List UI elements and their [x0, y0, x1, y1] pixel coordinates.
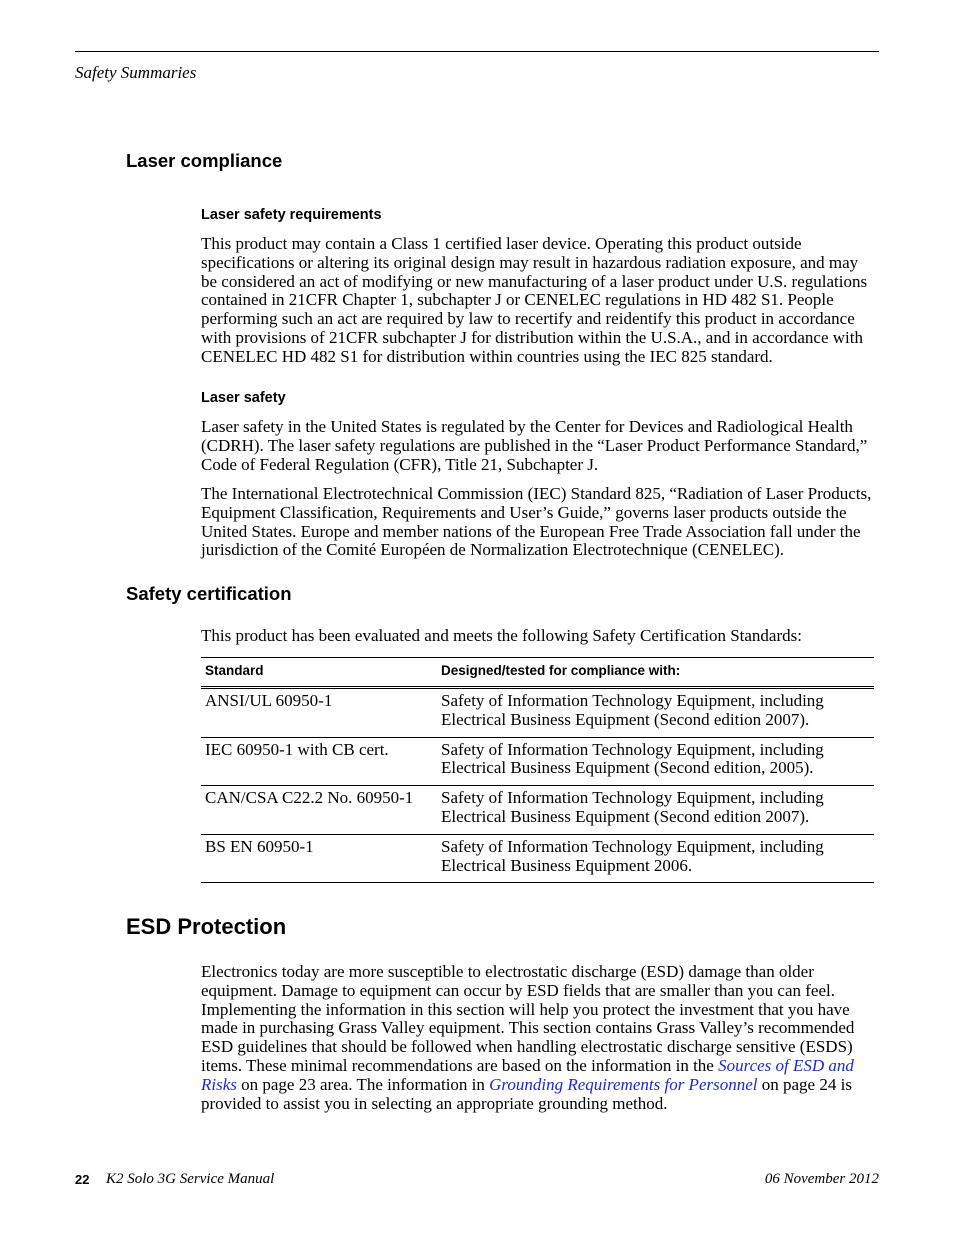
sources-of-esd-link[interactable]: Sources of ESD and Risks [201, 1055, 854, 1094]
standard-cell: ANSI/UL 60950-1 [201, 688, 437, 738]
header-rule [75, 51, 879, 52]
certification-table [201, 657, 874, 883]
table-header-row [201, 658, 874, 688]
table-row [201, 688, 874, 738]
table-row [201, 834, 874, 883]
standard-cell: BS EN 60950-1 [201, 834, 437, 883]
esd-protection-heading: ESD Protection [126, 914, 287, 939]
compliance-cell: Safety of Information Technology Equipment, including Electrical Business Equipment (Second edition 2007). [437, 786, 874, 835]
running-head: Safety Summaries [75, 63, 197, 82]
manual-title: K2 Solo 3G Service Manual [106, 1171, 275, 1187]
grounding-requirements-link[interactable]: Grounding Requirements for Personnel [489, 1074, 758, 1094]
laser-safety-paragraph-1: Laser safety in the United States is regulated by the Center for Devices and Radiological Health (CDRH). The laser safety regulations are published in the “Laser Product Performance Standard,” Code of Federal Regulation (CFR), Title 21, Subchapter J. [201, 417, 868, 474]
safety-certification-intro: This product has been evaluated and meets the following Safety Certification Standards: [201, 626, 802, 645]
compliance-cell: Safety of Information Technology Equipment, including Electrical Business Equipment (Second edition, 2005). [437, 737, 874, 786]
publication-date: 06 November 2012 [764, 1171, 879, 1187]
compliance-cell: Safety of Information Technology Equipment, including Electrical Business Equipment (Second edition 2007). [437, 688, 874, 738]
page-number: 22 [75, 1172, 90, 1187]
standard-cell: IEC 60950-1 with CB cert. [201, 737, 437, 786]
laser-safety-paragraph-2: The International Electrotechnical Commission (IEC) Standard 825, “Radiation of Laser Products, Equipment Classification, Requirements and User’s Guide,” governs laser products outside the United States. Europe and member nations of the European Free Trade Association fall under the jurisdiction of the Comité Européen de Normalization Electrotechnique (CENELEC). [201, 484, 872, 560]
column-header-compliance: Designed/tested for compliance with: [437, 658, 874, 688]
column-header-standard: Standard [201, 658, 437, 688]
table-row [201, 786, 874, 835]
table-row [201, 737, 874, 786]
compliance-cell: Safety of Information Technology Equipment, including Electrical Business Equipment 2006. [437, 834, 874, 883]
esd-paragraph [201, 963, 877, 1113]
esd-text-part-2: on page 23 area. The information in [236, 1074, 490, 1094]
standard-cell: CAN/CSA C22.2 No. 60950-1 [201, 786, 437, 835]
laser-safety-heading: Laser safety [201, 390, 286, 406]
esd-text-part-1: Electronics today are more susceptible to electrostatic discharge (ESD) damage than older equipment. Damage to equipment can occur by ESD fields that are smaller than you can feel. Implementing the information in this section will help you protect the investment that you have made in purchasing Grass Valley equipment. This section contains Grass Valley’s recommended ESD guidelines that should be followed when handling electrostatic discharge sensitive (ESDS) items. These minimal recommendations are based on the information in the [201, 962, 855, 1075]
safety-certification-heading: Safety certification [126, 583, 292, 604]
laser-safety-requirements-heading: Laser safety requirements [201, 207, 382, 223]
laser-compliance-heading: Laser compliance [126, 150, 283, 171]
esd-text-part-3: on page 24 is provided to assist you in selecting an appropriate grounding method. [201, 1074, 852, 1113]
laser-requirements-paragraph: This product may contain a Class 1 certified laser device. Operating this product outside specifications or altering its original design may result in hazardous radiation exposure, and may be considered an act of modifying or new manufacturing of a laser product under U.S. regulations contained in 21CFR Chapter 1, subchapter J or CENELEC regulations in HD 482 S1. People performing such an act are required by law to recertify and reidentify this product in accordance with provisions of 21CFR subchapter J for distribution within the U.S.A., and in accordance with CENELEC HD 482 S1 for distribution within countries using the IEC 825 standard. [201, 234, 868, 366]
